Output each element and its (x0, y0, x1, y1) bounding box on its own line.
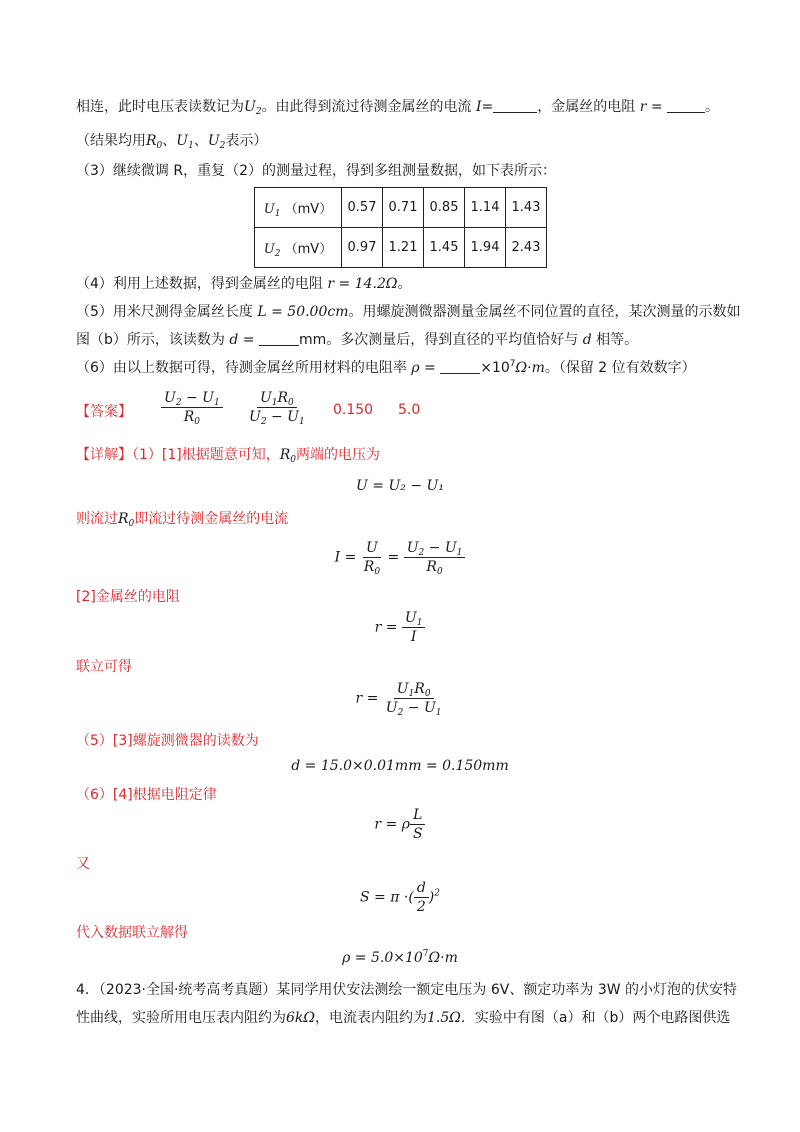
resistance-blank[interactable] (667, 98, 705, 113)
table-cell: 0.71 (383, 188, 424, 228)
table-cell: 1.21 (383, 228, 424, 268)
diameter-blank[interactable] (259, 331, 299, 346)
table-cell: 1.45 (424, 228, 465, 268)
equation-micrometer: d = 15.0×0.01mm = 0.150mm (291, 758, 509, 774)
table-cell: 1.94 (465, 228, 506, 268)
equation-u: U = U₂ − U₁ (356, 478, 444, 494)
symbol-r: r = (639, 99, 663, 115)
detail-line-7: 又 (76, 856, 90, 872)
table-cell: 0.85 (424, 188, 465, 228)
symbol-u2: $U_2$ (244, 99, 262, 117)
equation-resistance: r = $\frac{U_1}{I}$ (0, 610, 800, 645)
step-4-text: （4）利用上述数据，得到金属丝的电阻 r = 14.2Ω。 (76, 276, 412, 292)
detail-line-8: 代入数据联立解得 (76, 925, 188, 941)
answer-2-fraction: $\frac{U_1R_0}{U_2 - U_1}$ (249, 390, 305, 427)
row-header: $U_2$ （mV） (255, 228, 342, 268)
step-5-line1: （5）用米尺测得金属丝长度 L = 50.00cm。用螺旋测微器测量金属丝不同位置的直径，某次测量的示数如 (76, 304, 741, 320)
step-3-text: （3）继续微调 R，重复（2）的测量过程，得到多组测量数据，如下表所示： (76, 163, 556, 179)
detail-line-3: [2]金属丝的电阻 (76, 589, 180, 605)
measurement-table (254, 187, 547, 268)
table-row (255, 188, 547, 228)
answer-1-fraction: $\frac{U_2 - U_1}{R_0}$ (161, 390, 223, 425)
row-header: $U_1$ （mV） (255, 188, 342, 228)
equation-resistance-law: r = ρ $\frac{L}{S}$ (0, 807, 800, 842)
equation-area: S = π ·( $\frac{d}{2}$ )$^2$ (360, 880, 440, 915)
question-4-line2: 性曲线，实验所用电压表内阻约为6kΩ，电流表内阻约为1.5Ω．实验中有图（a）和（b）两个电路图供选 (76, 1010, 731, 1026)
answer-label: 【答案】 (76, 404, 132, 420)
current-blank[interactable] (493, 98, 537, 113)
table-row (255, 228, 547, 268)
part2-line: 相连，此时电压表读数记为$U_2$。由此得到流过待测金属丝的电流 I= ，金属丝的电阻 r = 。 (76, 99, 720, 117)
detail-line-2: 则流过$R_0$即流过待测金属丝的电流 (76, 511, 289, 529)
detail-line-1: 【详解】（1）[1]根据题意可知，$R_0$两端的电压为 (76, 447, 381, 465)
table-cell: 1.14 (465, 188, 506, 228)
equation-rho: $\rho = 5.0\times 10^7\Omega\cdot m$ (342, 949, 458, 966)
question-4-line1: 4．（2023·全国·统考高考真题）某同学用伏安法测绘一额定电压为 6V、额定功率为 3W 的小灯泡的伏安特 (76, 982, 738, 998)
equation-current: I = $\frac{U}{R_0}$ = $\frac{U_2 - U_1}{R_0}$ (0, 540, 800, 575)
answer-4: 5.0 (398, 402, 421, 418)
detail-line-4: 联立可得 (76, 659, 132, 675)
detail-line-6: （6）[4]根据电阻定律 (76, 787, 217, 803)
table-cell: 2.43 (506, 228, 547, 268)
equation-combined: r = $\frac{U_1R_0}{U_2 - U_1}$ (355, 681, 442, 718)
resistivity-blank[interactable] (440, 359, 480, 374)
step-5-line2: 图（b）所示，该读数为 d = mm。多次测量后，得到直径的平均值恰好与 d 相等。 (76, 332, 639, 348)
table-cell: 0.97 (342, 228, 383, 268)
answer-3: 0.150 (333, 402, 374, 418)
detail-line-5: （5）[3]螺旋测微器的读数为 (76, 733, 259, 749)
table-cell: 1.43 (506, 188, 547, 228)
express-note: （结果均用$R_0$、$U_1$、$U_2$表示） (76, 133, 268, 151)
table-cell: 0.57 (342, 188, 383, 228)
step-6-text: （6）由以上数据可得，待测金属丝所用材料的电阻率 $\rho = \times 10^7\Omega\cdot m$。（保留 2 位有效数字） (76, 359, 696, 376)
